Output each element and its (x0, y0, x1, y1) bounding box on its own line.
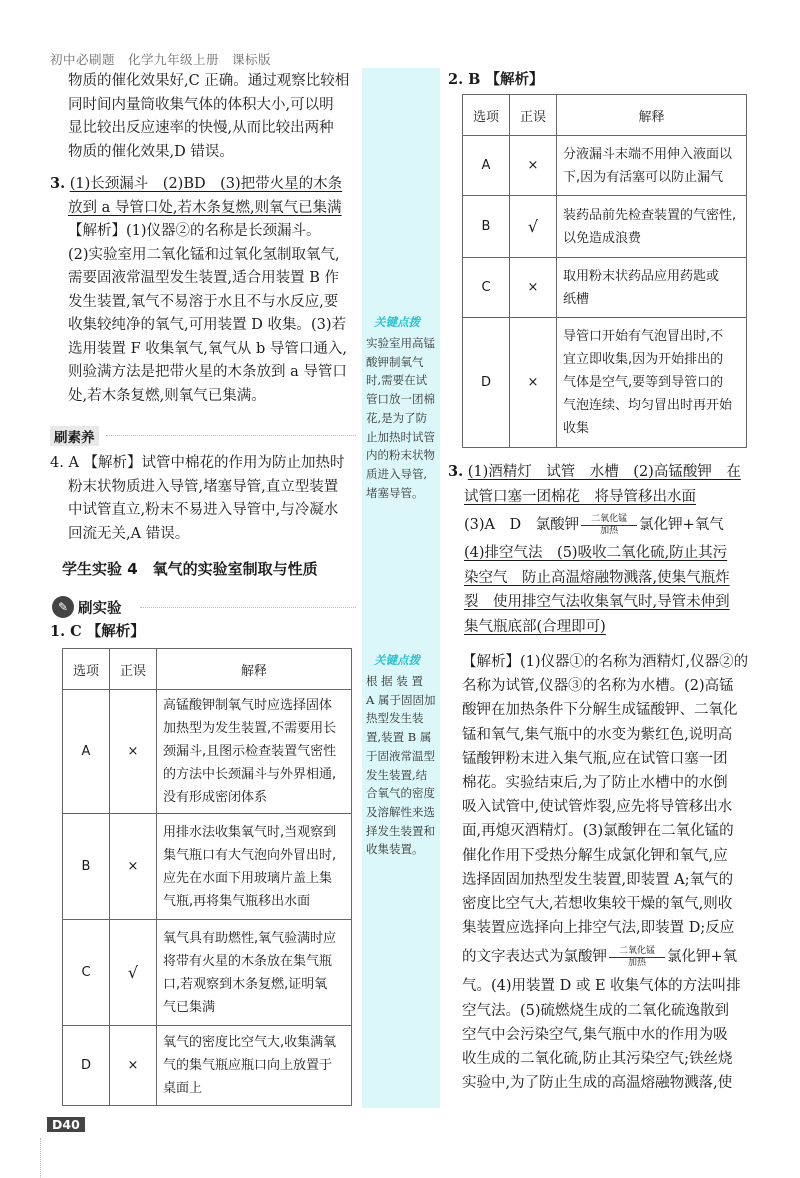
page-number: D40 (47, 1117, 85, 1132)
right-q3-analysis: 【解析】(1)仪器①的名称为酒精灯,仪器②的 名称为试管,仪器③的名称为水槽。(2)高锰 酸钾在加热条件下分解生成锰酸钾、二氧化 锰和氧气,集气瓶中的水变为紫红色,说明高 锰酸钾粉末进入集气瓶,应在试管口塞一团 棉花。实验结束后,为了防止水槽中的水倒 吸入试管中,使试管炸裂,应先将导管移出水 面,再熄灭酒精灯。(3)氯酸钾在二氧化锰的 催化作用下受热分解生成氯化钾和氧气,应 选择固固加热型发生装置,即装置 A;氧气的 密度比空气大,若想收集较干燥的氧气,则收 集装置应选择向上排空气法,即装置 D;反应 的文字表达式为氯酸钾 二氧化锰 加热 氯化钾+氧 气。(4)用装置 D 或 E 收集气体的方法叫排 空气法。(5)硫燃烧生成的二氧化硫逸散到 空气中会污染空气,集气瓶中水的作用为吸 收生成的二氧化硫,防止其污染空气;铁丝烧 实验中,为了防止生成的高温熔融物溅落,使 (462, 654, 749, 1092)
left-q3: 3. (1)长颈漏斗 (2)BD (3)把带火星的木条 放到 a 导管口处,若木条复燃,则氧气已集满 【解析】(1)仪器②的名称是长颈漏斗。 (2)实验室用二氧化锰和过氧化氢制取氧气, 需要固液常温型发生装置,适合用装置 B 作 发生装置,氧气不易溶于水且不与水反应,要 收集较纯净的氧气,可用装置 D 收集。(3)若 选用装置 F 收集氧气,氧气从 b 导管口通入, 则验满方法是把带火星的木条放到 a 导管口 处,若木条复燃,则氧气已集满。 (50, 175, 347, 404)
reaction-arrow: 二氧化锰 加热 (609, 946, 665, 969)
divider (140, 607, 356, 608)
reaction-arrow: 二氧化锰 加热 (581, 514, 637, 537)
table-header: 选项 (463, 95, 510, 136)
table-row: B × 用排水法收集氧气时,当观察到 集气瓶口有大气泡向外冒出时, 应先在水面下用玻璃片盖上集 气瓶,再将集气瓶移出水面 (63, 814, 352, 920)
page-header: 初中必刷题 化学九年级上册 课标版 (50, 52, 272, 67)
table-row: B √ 装药品前先检查装置的气密性, 以免造成浪费 (463, 196, 747, 258)
table-row: C √ 氧气具有助燃性,氧气验满时应 将带有火星的木条放在集气瓶 口,若观察到木条复燃,证明氧 气已集满 (63, 920, 352, 1026)
table-row: D × 氧气的密度比空气大,收集满氧 气的集气瓶应瓶口向上放置于 桌面上 (63, 1026, 352, 1106)
left-intro-text: 物质的催化效果好,C 正确。通过观察比较相 同时间内量筒收集气体的体积大小,可以明 显比较出反应速率的快慢,从而比较出两种 物质的催化效果,D 错误。 (68, 73, 350, 160)
side-note-title-2: 关键点拨 (374, 653, 420, 667)
pencil-icon: ✎ (52, 596, 74, 618)
side-note-strip (362, 68, 440, 1108)
table-header: 解释 (557, 95, 747, 136)
table-row: C × 取用粉末状药品应用药匙或 纸槽 (463, 258, 747, 318)
corner-mark (0, 1138, 41, 1178)
divider (106, 435, 356, 436)
right-answer-table (462, 94, 747, 448)
table-header: 选项 (63, 649, 110, 690)
side-note-title-1: 关键点拨 (374, 315, 420, 329)
right-q2-head: 2. B 【解析】 (448, 71, 544, 88)
left-q1-head: 1. C 【解析】 (50, 623, 145, 640)
table-header: 正误 (510, 95, 557, 136)
shua-suyang-label: 刷素养 (50, 426, 99, 446)
table-row: D × 导管口开始有气泡冒出时,不 宜立即收集,因为开始排出的 气体是空气,要等到导管口的 气泡连续、均匀冒出时再开始 收集 (463, 318, 747, 448)
table-header: 解释 (157, 649, 352, 690)
table-row: A × 分液漏斗末端不用伸入液面以 下,因为有活塞可以防止漏气 (463, 136, 747, 196)
table-header: 正误 (110, 649, 157, 690)
section-title: 学生实验 4 氧气的实验室制取与性质 (62, 560, 318, 578)
left-answer-table (62, 648, 352, 1106)
side-note-2: 根 据 装 置 A 属于固固加 热型发生装 置,装置 B 属 于固液常温型 发生装置,结 合氧气的密度 及溶解性来选 择发生装置和 收集装置。 (366, 674, 436, 857)
table-row: A × 高锰酸钾制氧气时应选择固体 加热型为发生装置,不需要用长 颈漏斗,且图示检查装置气密性 的方法中长颈漏斗与外界相通, 没有形成密闭体系 (63, 690, 352, 814)
right-q3: 3. (1)酒精灯 试管 水槽 (2)高锰酸钾 在 试管口塞一团棉花 将导管移出水面 (3)A D 氯酸钾 二氧化锰 加热 氯化钾+氧气 (4)排空气法 (5)吸收二氧化硫,防止其污 染空气 防止高温熔融物溅落,使集气瓶炸 裂 使用排空气法收集氧气时,导管未伸到 集气瓶底部(合理即可) (448, 463, 741, 635)
left-q4: 4. A 【解析】试管中棉花的作用为防止加热时 粉末状物质进入导管,堵塞导管,直立型装置 中试管直立,粉末不易进入导管中,与冷凝水 回流无关,A 错误。 (50, 455, 345, 542)
shua-shiyan-label: 刷实验 (78, 601, 122, 617)
side-note-1: 实验室用高锰 酸钾制氧气 时,需要在试 管口放一团棉 花,是为了防 止加热时试管 内的粉末状物 质进入导管, 堵塞导管。 (366, 336, 435, 500)
